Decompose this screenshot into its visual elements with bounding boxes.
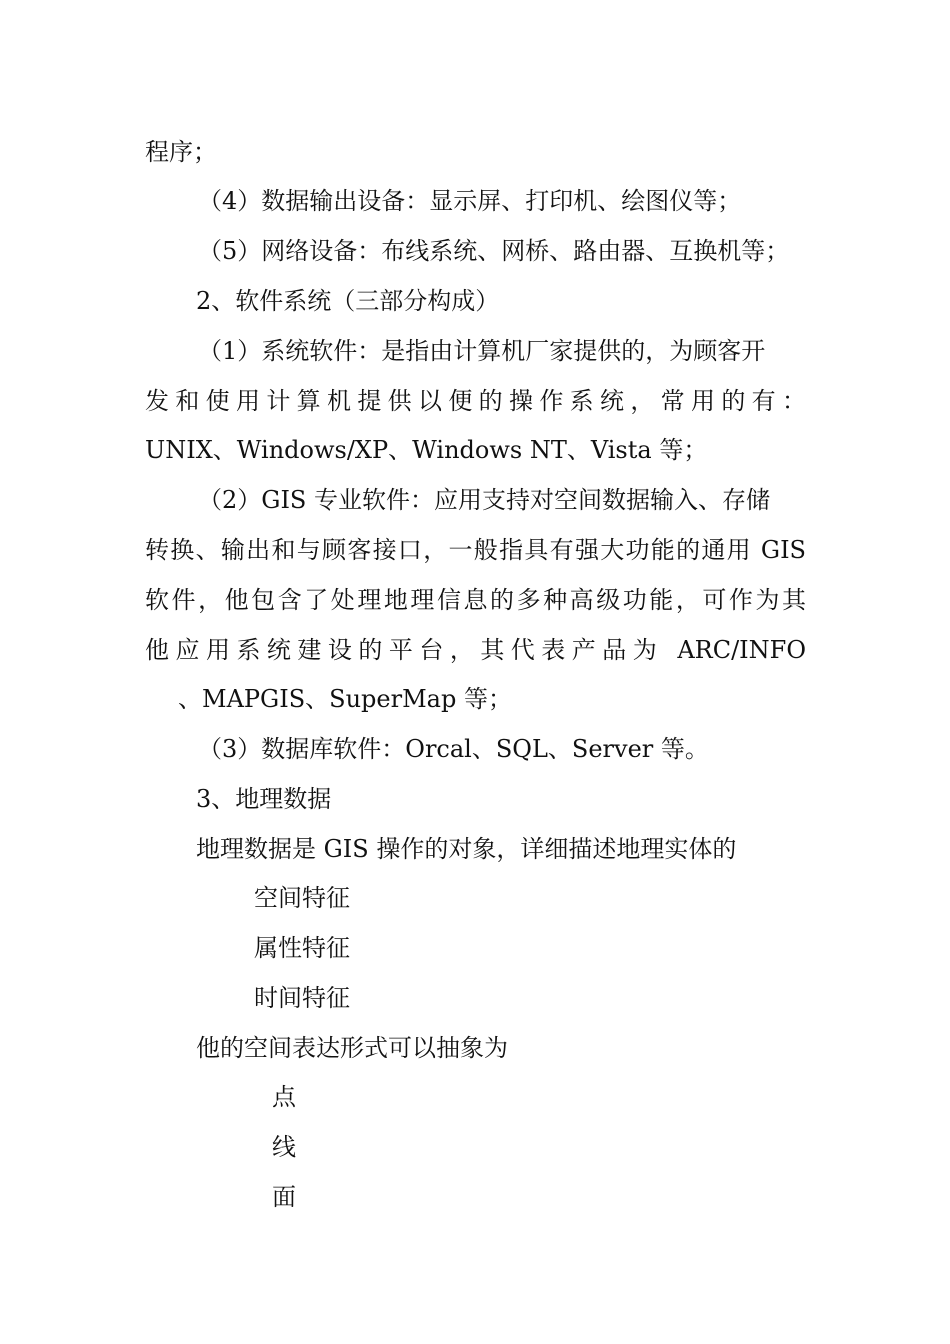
list-item: 面 (272, 1183, 296, 1211)
text-line: 地理数据是 GIS 操作的对象，详细描述地理实体的 (196, 835, 737, 863)
text-line: 程序； (145, 138, 217, 166)
list-item: 线 (272, 1133, 296, 1161)
text-line: （4）数据输出设备：显示屏、打印机、绘图仪等； (198, 187, 742, 215)
text-line: 、MAPGIS、SuperMap 等； (178, 685, 512, 713)
text-line: 他的空间表达形式可以抽象为 (196, 1034, 508, 1062)
list-item: 属性特征 (254, 934, 350, 962)
list-item: 时间特征 (254, 984, 350, 1012)
text-line: 软件，他包含了处理地理信息的多种高级功能，可作为其 (145, 586, 806, 614)
text-line: （5）网络设备：布线系统、网桥、路由器、互换机等； (198, 237, 790, 265)
section-heading: 3、地理数据 (196, 785, 332, 813)
text-line: UNIX、Windows/XP、Windows NT、Vista 等； (145, 436, 708, 464)
text-line: （2）GIS 专业软件：应用支持对空间数据输入、存储 (198, 486, 770, 514)
text-line: （1）系统软件：是指由计算机厂家提供的，为顾客开 (198, 337, 766, 365)
section-heading: 2、软件系统（三部分构成） (196, 287, 500, 315)
text-line: 发和使用计算机提供以便的操作系统，常用的有： (145, 387, 806, 415)
text-line: 他应用系统建设的平台，其代表产品为 ARC/INFO (145, 636, 806, 664)
list-item: 空间特征 (254, 884, 350, 912)
text-line: 转换、输出和与顾客接口，一般指具有强大功能的通用 GIS (145, 536, 806, 564)
text-line: （3）数据库软件：Orcal、SQL、Server 等。 (198, 735, 709, 763)
list-item: 点 (272, 1083, 296, 1111)
